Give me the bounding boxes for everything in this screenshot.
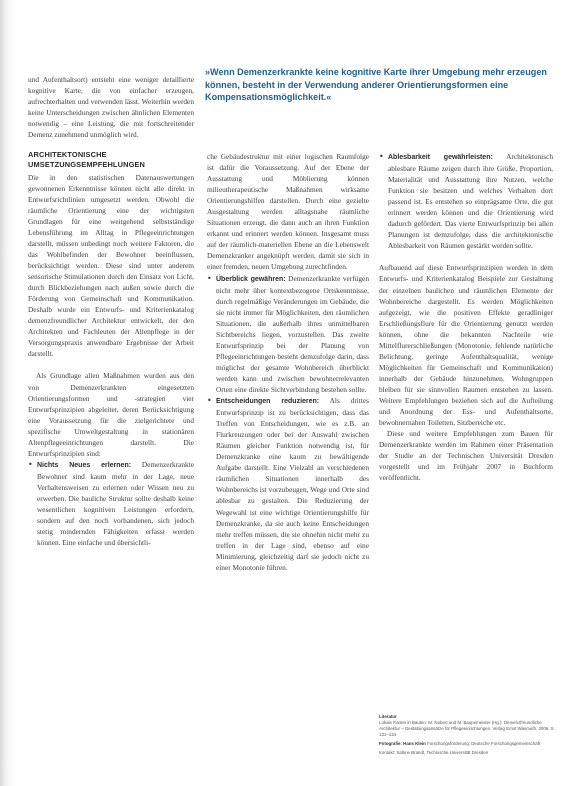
- bullet-text: Demenzerkrankte Bewohner sind kaum mehr in der Lage, neue Verhaltensweisen zu erlernen oder Wissen neu zu erwerben. Die bauliche Struktur sollte deshalb keine wesentlichen kognitiven Leistungen erfordern, sondern auf den noch vorhandenen, sich jedoch stetig mindernden Fähigkeiten erfasst werden können. Eine einfache und übersichtli-: [37, 459, 195, 548]
- bullet-term: Ablesbarkeit gewährleisten:: [388, 154, 493, 161]
- literature-notes: [379, 714, 555, 760]
- text-column-right: [379, 151, 553, 483]
- section-heading: ARCHITEKTONISCHE UMSETZUNGSEMPFEHLUNGEN: [28, 150, 146, 170]
- list-item: [379, 151, 553, 251]
- bullet-term: Überblick gewähren:: [216, 275, 286, 283]
- pull-quote: »Wenn Demenzerkrankte keine kognitive Karte ihrer Umgebung mehr erzeugen können, besteht in der Verwendung anderer Orientierungsformen eine Kompensationsmöglichkeit.«: [205, 67, 547, 103]
- bullet-text: Als drittes Entwurfsprinzip ist zu berücksichtigen, dass das Treffen von Entscheidungen, wie es z.B. an Flurkreuzungen oder bei der Auswahl zwischen Räumen gleicher Funktion notwendig ist, für Demenzkranke eine kaum zu bewältigende Aufgabe darstellt. Eine Vielzahl an verschiedenen räumlichen Situationen innerhalb des Wohnbereichs ist vorzubeugen, Wege und Orte sind ablesbar zu gestalten. Die Reduzierung der Wegewahl ist eine wichtige Orientierungshilfe für Demenzkranke, da sie auch keine Entscheidungen mehr treffen müssen, die sie ohnehin nicht mehr zu treffen in der Lage sind, ebenso auf eine Minimierung, gleichzeitig darf sie jedoch nicht zu einer Monotonie führen.: [216, 396, 369, 572]
- paragraph: und Aufenthaltsort) entsteht eine weniger detaillierte kognitive Karte, die von einfacher erzeugen, aufrechterhalten und verwenden lässt. Weiterhin werden keine Unterscheidungen zwischen ähnlichen Elementen notwendig – eine Leistung, die mit fortschreitender Demenz zunehmend unmöglich wird.: [28, 75, 194, 140]
- text-column-middle: [207, 151, 369, 573]
- list-item: [207, 395, 369, 573]
- literature-entry: Lokale Karten in Bauten: M. Nobert und M. Baupemeister (Hg.): Demenzfreundliche Architektur – Gestaltungsansätze für Pflegeeinrichtungen. Verlag Ernst Wasmuth, 2006. S. 131–134: [379, 720, 555, 738]
- bullet-text: Architektonisch ablesbare Räume zeigen durch ihre Größe, Proportion, Materialität und Ausstattung ihre Nutzen, welche Funktion sie besitzen und welches Verhalten dort passend ist. Es entstehen so einprägsame Orte, die gut erinnert werden können und die Orientierung wird dadurch gefördert. Das vierte Entwurfsprinzip bei allen Planungen ist demzufolge, dass die architektonische Ablesbarkeit von Räumen gestärkt werden sollte.: [388, 152, 553, 251]
- list-item: [28, 459, 194, 548]
- paragraph: Die in den statistischen Datenauswertungen gewonnenen Erkenntnisse können nicht alle direkt in Entwurfsrichtlinien umgesetzt werden. Obwohl die räumliche Orientierung eine der wichtigsten Grundlagen für eine weitgehend selbstständige Lebensführung im Alltag in Pflegeeinrichtungen darstellt, müssen unbedingt noch weitere Faktoren, die das Wohlbefinden der Bewohner beeinflussen, berücksichtigt werden. Diese sind unter anderem sensorische Stimulationen durch den Einsatz von Licht, durch Blickbeziehungen nach außen sowie durch die Förderung von Gemeinschaft und Kommunikation. Deshalb wurde ein Entwurfs- und Kriterienkatalog demenzfreundlicher Architektur entwickelt, der den Architekten und Fachleuten der Altenpflege in der Versorgungspraxis anwendbare Ergebnisse der Arbeit darstellt.: [28, 172, 194, 359]
- list-item: [207, 273, 369, 396]
- literature-entry: [379, 741, 555, 747]
- paragraph: Diese und weitere Empfehlungen zum Bauen für Demenzerkrankte werden im Rahmen einer Präsentation der Studie an der Technischen Universität Dresden vorgestellt und im Frühjahr 2007 in Buchform veröffentlicht.: [379, 429, 553, 483]
- paragraph: Aufbauend auf diese Entwurfsprinzipien werden in dem Entwurfs- und Kriterienkatalog Beispiele zur Gestaltung der einzelnen baulichen und räumlichen Elemente der Wohnbereiche dargestellt. Es werden Möglichkeiten aufgezeigt, wie die positiven Effekte geradliniger Erschließungsflure für die Orientierung genutzt werden können, ohne die bekannten Nachteile wie Mittelflurerschließungen (Monotonie, fehlende natürliche Belichtung, geringe Aufenthaltsqualität, wenige Möglichkeiten für Gemeinschaft und Kommunikation) innerhalb der Gebäude hinzunehmen. Wohngruppen bleiben für sie sinnvollen Raumen entstehen zu lassen. Weitere Empfehlungen beziehen sich auf die Aufteilung und Anordnung der Ess- und Aufenthaltsorte, bewohnernahen Toiletten, Sitzbereiche etc.: [379, 263, 553, 428]
- paragraph: che Gebäudestruktur mit einer logischen Raumfolge ist dafür die Voraussetzung. Auf der Ebene der Ausstattung und Möblierung können milieutherapeutische Maßnahmen wirksame Orientierungshilfen darstellen. Durch eine gezielte Ausgestaltung werden alltagsnahe räumliche Situationen erzeugt, die dann auch an ihren Funktion erkannt und erinnert werden können. Insgesamt muss auf der räumlich-materiellen Ebene an die Lebenswelt Demenzkranker angeknüpft werden, damit sie sich in einer fremden, neuen Umgebung zurechtfinden.: [207, 152, 369, 272]
- funding-note: Forschungsförderung: Deutsche Forschungsgemeinschaft: [427, 741, 541, 747]
- text-column-left: [28, 74, 194, 548]
- photo-credit: Fotografie: Hans Klein: [379, 741, 426, 747]
- contact-entry: Kontakt: Sabine Brandt, Technische Universität Dresden: [379, 750, 489, 756]
- paragraph: Als Grundlage allen Maßnahmen wurden aus den von Demenzerkrankten eingesetzten Orientierungsformen und -strategien vier Entwurfsprinzipien abgeleitet, deren Berücksichtigung eine Voraussetzung für die zielgerichtete und spezifische Umweltgestaltung in stationären Altenpflegeeinrichtungen darstellt. Die Entwurfsprinzipien sind:: [28, 371, 194, 458]
- bullet-text: Demenzerkrankte verfügen nicht mehr über kontextbezogene Ortskenntnisse, durch regelmäßige Veränderungen im Gebäude, die sie nicht immer für Möglichkeiten, den räumlichen Situationen, die außerhalb ihres unmittelbaren Sichtbereichs liegen, vorzustellen. Das zweite Entwurfsprinzip bei der Planung von Pflegeeinrichtungen besteht demzufolge darin, dass möglichst der gesamte Wohnbereich überblickt werden kann und zwischen bewohnerrelevanten Orten eine direkte Sichtverbindung bestehen sollte.: [216, 273, 369, 394]
- bullet-term: Entscheidungen reduzieren:: [216, 398, 320, 406]
- literature-label: Literatur: [379, 714, 397, 719]
- bullet-term: Nichts Neues erlernen:: [37, 461, 132, 469]
